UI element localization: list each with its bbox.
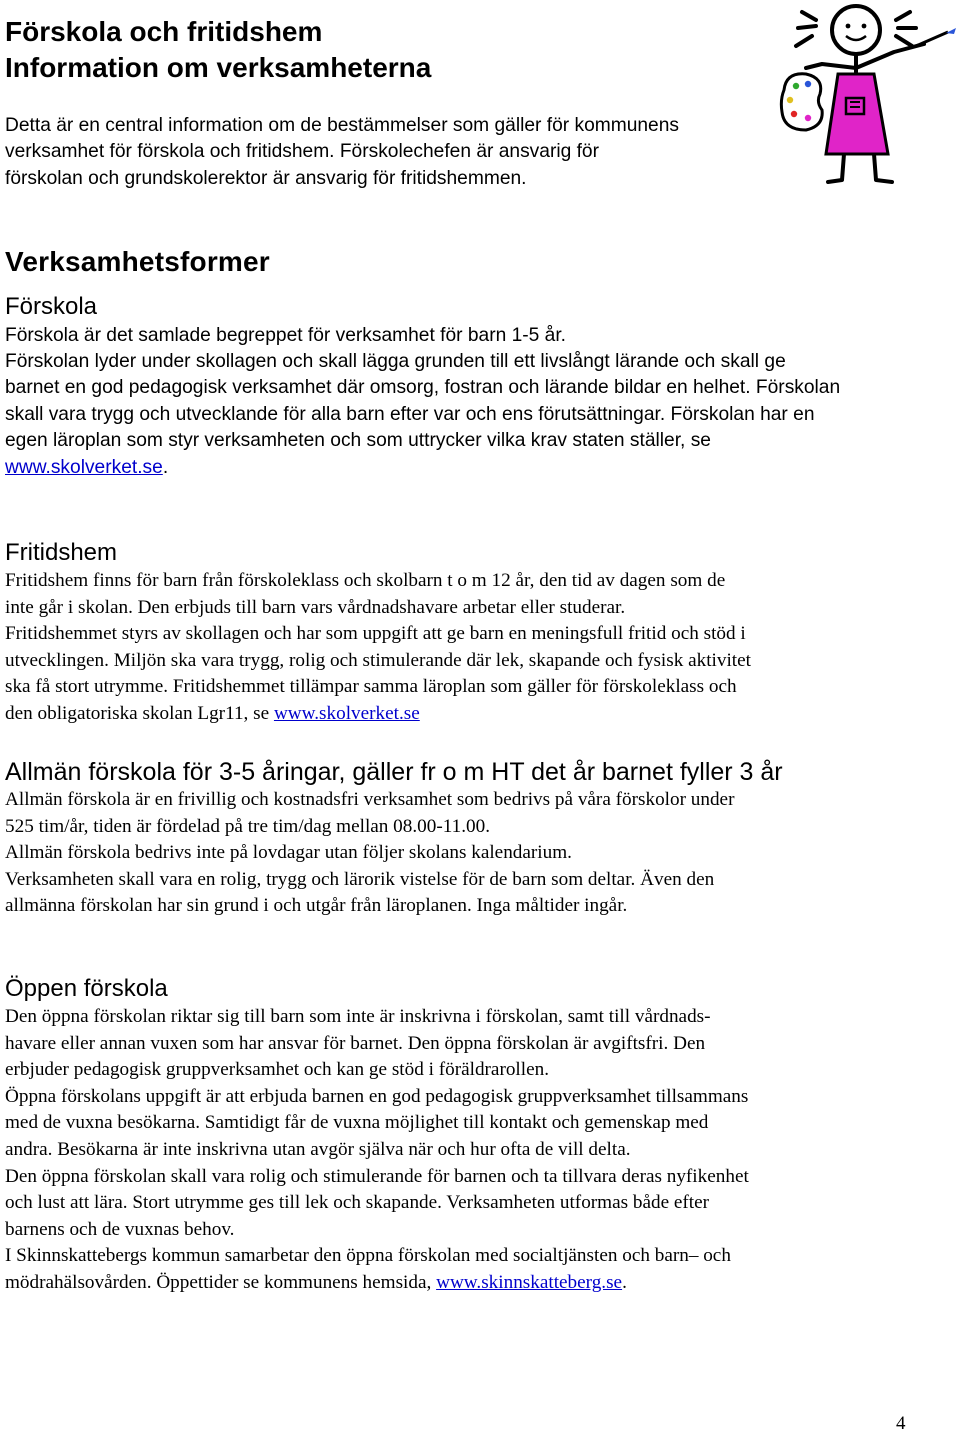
intro-line: förskolan och grundskolerektor är ansvarig för fritidshemmen. [5, 167, 527, 189]
intro-paragraph [5, 113, 679, 192]
paragraph-line-with-link [5, 701, 751, 728]
line-prefix: den obligatoriska skolan Lgr11, se [5, 702, 274, 724]
paragraph-line: Fritidshemmet styrs av skollagen och har som uppgift att ge barn en meningsfull fritid och stöd i [5, 623, 746, 645]
paragraph-line: Den öppna förskolan skall vara rolig och stimulerande för barnen och ta tillvara deras nyfikenhet [5, 1165, 749, 1187]
skolverket-link[interactable]: www.skolverket.se [5, 456, 163, 478]
painter-girl-illustration [776, 2, 960, 192]
paragraph-line: barnet en god pedagogisk verksamhet där omsorg, fostran och lärande bildar en helhet. Förskolan [5, 377, 841, 399]
oppen-forskola-paragraph [5, 1004, 749, 1297]
paragraph-line: utvecklingen. Miljön ska vara trygg, rolig och stimulerande där lek, skapande och fysisk aktivitet [5, 649, 751, 671]
paragraph-line: Allmän förskola är en frivillig och kostnadsfri verksamhet som bedrivs på våra förskolor under [5, 789, 735, 810]
subheading-forskola: Förskola [5, 293, 98, 320]
allman-forskola-paragraph [5, 787, 734, 920]
paragraph-line: ska få stort utrymme. Fritidshemmet tillämpar samma läroplan som gäller för förskoleklass och [5, 676, 737, 698]
paragraph-line: skall vara trygg och utvecklande för alla barn efter var och ens förutsättningar. Förskolan har en [5, 403, 815, 425]
paragraph-line: Verksamheten skall vara en rolig, trygg och lärorik vistelse för de barn som deltar. Även den [5, 868, 715, 890]
subheading-fritidshem: Fritidshem [5, 539, 118, 566]
paragraph-line: barnens och de vuxnas behov. [5, 1218, 235, 1240]
fritidshem-paragraph [5, 568, 751, 728]
title-line-2: Information om verksamheterna [5, 52, 432, 83]
paragraph-line: andra. Besökarna är inte inskrivna utan avgör själva när och hur ofta de vill delta. [5, 1138, 631, 1160]
paragraph-line: Allmän förskola bedrivs inte på lovdagar utan följer skolans kalendarium. [5, 842, 572, 864]
forskola-definition: Förskola är det samlade begreppet för verksamhet för barn 1-5 år. [5, 325, 566, 346]
title-line-1: Förskola och fritidshem [5, 16, 323, 47]
paragraph-line: Fritidshem finns för barn från förskoleklass och skolbarn t o m 12 år, den tid av dagen som de [5, 570, 726, 591]
skolverket-link[interactable]: www.skolverket.se [273, 702, 420, 724]
link-suffix: . [162, 456, 169, 478]
intro-line: verksamhet för förskola och fritidshem. Förskolechefen är ansvarig för [5, 141, 599, 163]
paragraph-line: Öppna förskolans uppgift är att erbjuda barnen en god pedagogisk gruppverksamhet tillsammans [5, 1085, 749, 1107]
paragraph-line: Förskolan lyder under skollagen och skall lägga grunden till ett livslångt lärande och skall ge [5, 351, 786, 372]
line-prefix: mödrahälsovården. Öppettider se kommunens hemsida, [5, 1271, 437, 1293]
link-suffix: . [622, 1271, 627, 1293]
paragraph-line: allmänna förskolan har sin grund i och utgår från läroplanen. Inga måltider ingår. [5, 895, 628, 917]
paragraph-line: I Skinnskattebergs kommun samarbetar den öppna förskolan med socialtjänsten och barn– och [5, 1245, 731, 1267]
paragraph-line: Den öppna förskolan riktar sig till barn som inte är inskrivna i förskolan, samt till vårdnads- [5, 1006, 711, 1027]
section-heading-verksamhetsformer: Verksamhetsformer [5, 246, 270, 277]
paragraph-line-with-link [5, 455, 840, 481]
paragraph-line: havare eller annan vuxen som har ansvar för barnet. Den öppna förskolan är avgiftsfri. Den [5, 1032, 706, 1054]
paragraph-line: egen läroplan som styr verksamheten och som uttrycker vilka krav staten ställer, se [5, 430, 711, 452]
skinnskatteberg-link[interactable]: www.skinnskatteberg.se [436, 1271, 623, 1293]
paragraph-line: erbjuder pedagogisk gruppverksamhet och kan ge stöd i föräldrarollen. [5, 1059, 550, 1081]
paragraph-line-with-link [5, 1270, 749, 1297]
paragraph-line: och lust att lära. Stort utrymme ges till lek och skapande. Verksamheten utformas både efter [5, 1192, 710, 1214]
document-title [5, 14, 431, 86]
paragraph-line: med de vuxna besökarna. Samtidigt får de vuxna möjlighet till kontakt och gemenskap med [5, 1112, 709, 1134]
intro-line: Detta är en central information om de bestämmelser som gäller för kommunens [5, 115, 679, 136]
forskola-intro-line [5, 323, 566, 349]
paragraph-line: inte går i skolan. Den erbjuds till barn vars vårdnadshavare arbetar eller studerar. [5, 596, 626, 618]
subheading-oppen-forskola: Öppen förskola [5, 975, 168, 1002]
forskola-paragraph [5, 349, 840, 481]
page-number: 4 [896, 1413, 906, 1434]
subheading-allman-forskola: Allmän förskola för 3-5 åringar, gäller fr o m HT det år barnet fyller 3 år [5, 758, 783, 786]
paragraph-line: 525 tim/år, tiden är fördelad på tre tim/dag mellan 08.00-11.00. [5, 815, 490, 837]
